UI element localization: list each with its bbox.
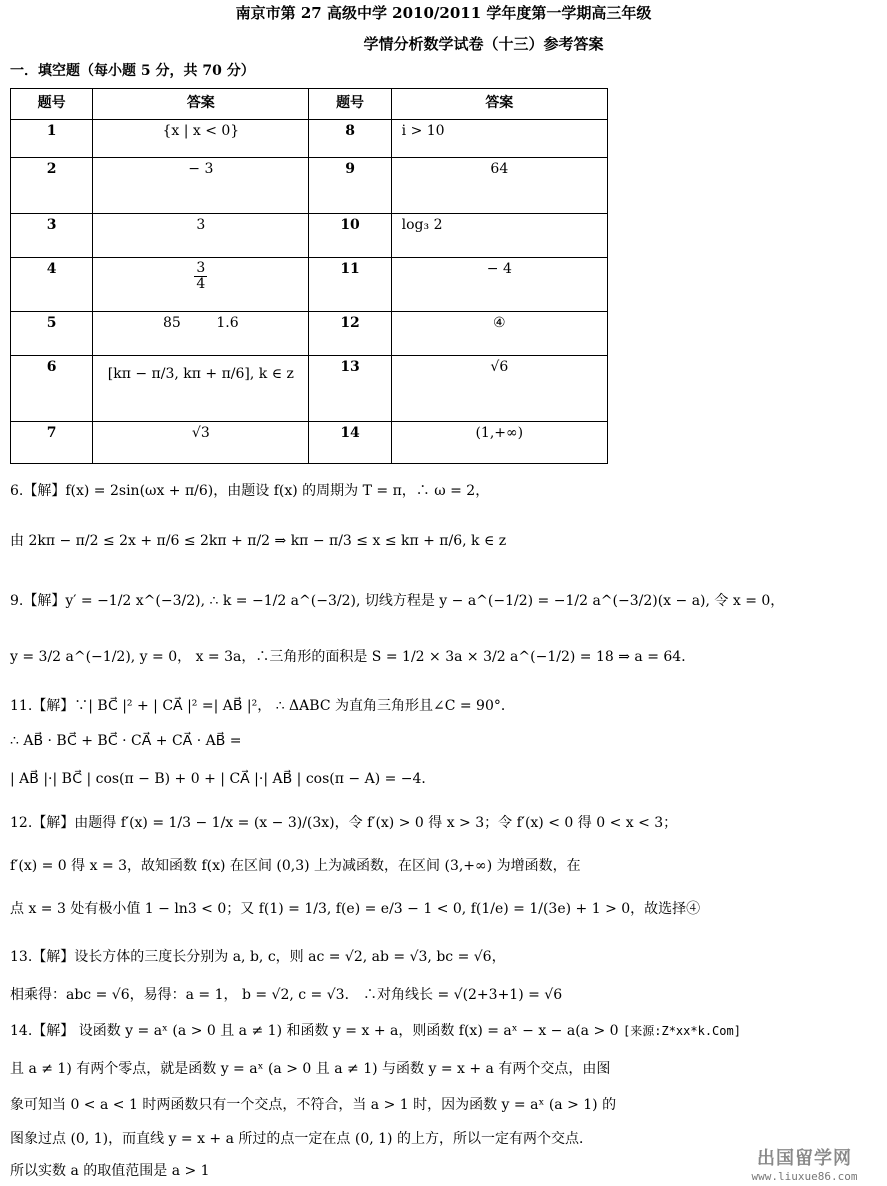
answer-table — [10, 88, 608, 464]
table-row — [11, 258, 608, 312]
question-number: 12 — [309, 312, 391, 356]
solution-9-line-1: 9.【解】y′ = −1/2 x^(−3/2), ∴ k = −1/2 a^(−3/2), 切线方程是 y − a^(−1/2) = −1/2 a^(−3/2)(x − a), 令 x = 0， — [10, 593, 785, 609]
table-row — [11, 214, 608, 258]
question-number: 7 — [11, 422, 93, 464]
answer-cell: − 3 — [93, 158, 309, 214]
question-number: 8 — [309, 120, 391, 158]
solution-13-line-1: 13.【解】设长方体的三度长分别为 a, b, c，则 ac = √2, ab = √3, bc = √6， — [10, 949, 506, 965]
solution-12-line-3: 点 x = 3 处有极小值 1 − ln3 < 0；又 f(1) = 1/3, f(e) = e/3 − 1 < 0, f(1/e) = 1/(3e) + 1 > 0，故选择④ — [10, 901, 701, 917]
answer-cell: 3 — [93, 214, 309, 258]
answer-cell: [kπ − π/3, kπ + π/6], k ∈ z — [93, 356, 309, 422]
answer-cell: 85 1.6 — [93, 312, 309, 356]
header-answer-1: 答案 — [93, 89, 309, 120]
answer-cell: {x | x < 0} — [93, 120, 309, 158]
solution-12-line-2: f′(x) = 0 得 x = 3，故知函数 f(x) 在区间 (0,3) 上为减函数，在区间 (3,+∞) 为增函数，在 — [10, 858, 581, 874]
solution-14-line-5: 所以实数 a 的取值范围是 a > 1 — [10, 1163, 210, 1179]
watermark-url: www.liuxue86.com — [751, 1170, 858, 1183]
answer-cell: √6 — [391, 356, 607, 422]
solution-11-line-1: 11.【解】∵| BC⃗ |² + | CA⃗ |² =| AB⃗ |²， ∴ ΔABC 为直角三角形且∠C = 90°． — [10, 698, 515, 714]
table-row — [11, 312, 608, 356]
page-subtitle: 学情分析数学试卷（十三）参考答案 — [363, 35, 604, 53]
answer-cell: i > 10 — [391, 120, 607, 158]
fraction — [194, 261, 207, 291]
solution-14-line-4: 图象过点 (0, 1)，而直线 y = x + a 所过的点一定在点 (0, 1) 的上方，所以一定有两个交点． — [10, 1131, 593, 1147]
question-number: 10 — [309, 214, 391, 258]
solution-14-line-1 — [10, 1020, 741, 1040]
header-no-2: 题号 — [309, 89, 391, 120]
header-no-1: 题号 — [11, 89, 93, 120]
question-number: 6 — [11, 356, 93, 422]
site-watermark — [722, 1144, 887, 1183]
solution-11-line-2: ∴ AB⃗ · BC⃗ + BC⃗ · CA⃗ + CA⃗ · AB⃗ = — [10, 733, 242, 749]
answer-cell — [93, 258, 309, 312]
solution-14-line-2: 且 a ≠ 1) 有两个零点，就是函数 y = aˣ (a > 0 且 a ≠ 1) 与函数 y = x + a 有两个交点，由图 — [10, 1061, 611, 1077]
answer-cell: 64 — [391, 158, 607, 214]
solution-14-line-3: 象可知当 0 < a < 1 时两函数只有一个交点，不符合，当 a > 1 时，因为函数 y = aˣ (a > 1) 的 — [10, 1097, 617, 1113]
section-heading: 一．填空题（每小题 5 分，共 70 分） — [10, 63, 255, 79]
table-row — [11, 158, 608, 214]
question-number: 2 — [11, 158, 93, 214]
solution-11-line-3: | AB⃗ |·| BC⃗ | cos(π − B) + 0 + | CA⃗ |·| AB⃗ | cos(π − A) = −4． — [10, 771, 436, 787]
question-number: 13 — [309, 356, 391, 422]
solution-6-line-2: 由 2kπ − π/2 ≤ 2x + π/6 ≤ 2kπ + π/2 ⇒ kπ − π/3 ≤ x ≤ kπ + π/6, k ∈ z — [10, 533, 507, 549]
answer-cell: √3 — [93, 422, 309, 464]
source-tag: [来源:Z*xx*k.Com] — [623, 1024, 741, 1038]
table-row — [11, 422, 608, 464]
table-row — [11, 120, 608, 158]
solution-9-line-2: y = 3/2 a^(−1/2), y = 0， x = 3a，∴三角形的面积是 S = 1/2 × 3a × 3/2 a^(−1/2) = 18 ⇒ a = 64． — [10, 649, 696, 665]
solution-12-line-1: 12.【解】由题得 f′(x) = 1/3 − 1/x = (x − 3)/(3x)，令 f′(x) > 0 得 x > 3；令 f′(x) < 0 得 0 < x < 3； — [10, 815, 678, 831]
answer-cell: (1,+∞) — [391, 422, 607, 464]
question-number: 3 — [11, 214, 93, 258]
question-number: 9 — [309, 158, 391, 214]
solution-13-line-2: 相乘得：abc = √6，易得：a = 1， b = √2, c = √3． ∴对角线长 = √(2+3+1) = √6 — [10, 987, 563, 1003]
fraction-denominator: 4 — [196, 275, 206, 292]
question-number: 14 — [309, 422, 391, 464]
solution-6-line-1: 6.【解】f(x) = 2sin(ωx + π/6)，由题设 f(x) 的周期为 T = π，∴ ω = 2， — [10, 483, 490, 499]
answer-cell: log₃ 2 — [391, 214, 607, 258]
fraction-numerator: 3 — [196, 260, 206, 276]
question-number: 4 — [11, 258, 93, 312]
page-title: 南京市第 27 高级中学 2010/2011 学年度第一学期高三年级 — [235, 4, 652, 22]
watermark-logo-text: 出国留学网 — [757, 1148, 852, 1169]
header-answer-2: 答案 — [391, 89, 607, 120]
question-number: 1 — [11, 120, 93, 158]
solution-14-text: 14.【解】 设函数 y = aˣ (a > 0 且 a ≠ 1) 和函数 y = x + a，则函数 f(x) = aˣ − x − a(a > 0 — [10, 1023, 619, 1039]
answer-cell: − 4 — [391, 258, 607, 312]
table-row — [11, 356, 608, 422]
question-number: 5 — [11, 312, 93, 356]
question-number: 11 — [309, 258, 391, 312]
answer-cell: ④ — [391, 312, 607, 356]
table-header-row — [11, 89, 608, 120]
